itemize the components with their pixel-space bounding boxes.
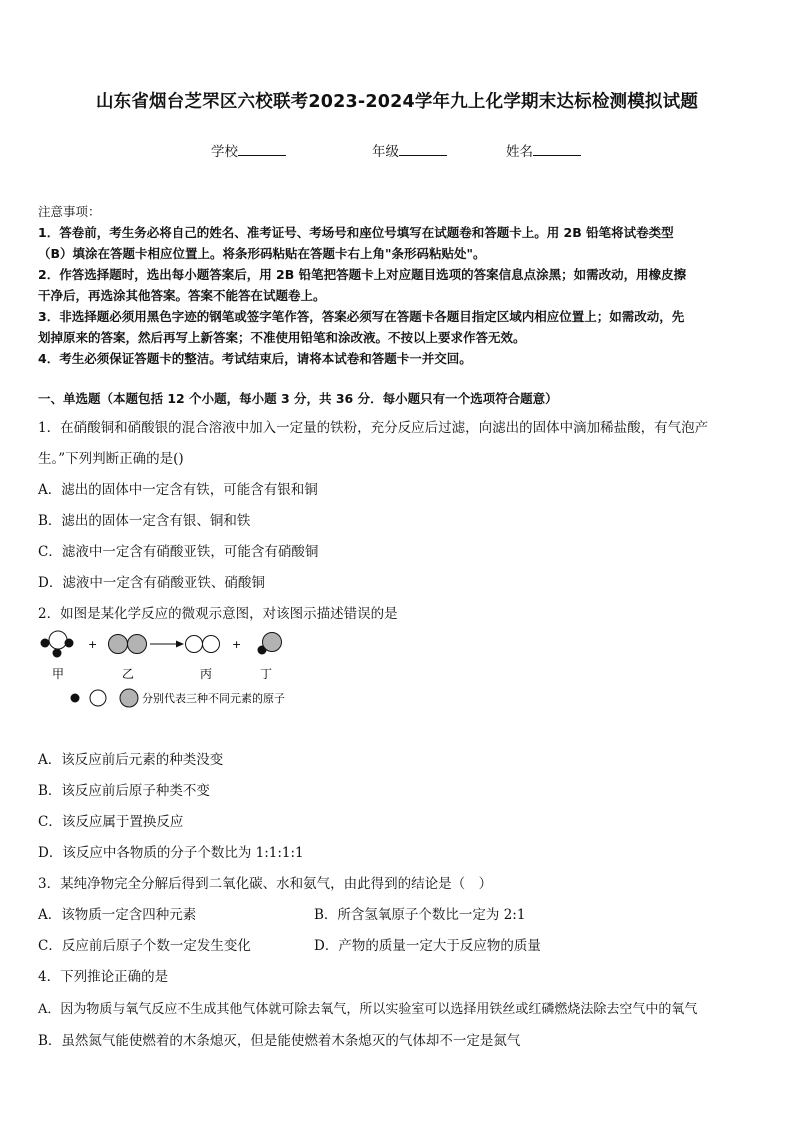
- school-label: 学校: [211, 144, 238, 160]
- black-atom: [41, 639, 50, 648]
- name-blank: [533, 143, 581, 156]
- black-atom: [71, 694, 80, 703]
- name-label: 姓名: [506, 144, 533, 160]
- school-field: [211, 140, 286, 160]
- grey-atom: [263, 633, 282, 652]
- q1-option-b: B．滤出的固体一定含有银、铜和铁: [38, 513, 251, 529]
- q3-option-a: A．该物质一定含四种元素: [38, 907, 197, 923]
- label-jia: 甲: [52, 667, 65, 681]
- q1-option-d: D．滤液中一定含有硝酸亚铁、硝酸铜: [38, 575, 265, 591]
- q2-option-a: A．该反应前后元素的种类没变: [38, 752, 224, 768]
- notice-line: 划掉原来的答案，然后再写上新答案；不准使用铅笔和涂改液。不按以上要求作答无效。: [38, 330, 526, 345]
- name-field: [506, 140, 581, 160]
- reaction-diagram: [32, 626, 372, 716]
- q1-option-a: A．滤出的固体中一定含有铁，可能含有银和铜: [38, 482, 318, 498]
- q4-option-b: B．虽然氮气能使燃着的木条熄灭，但是能使燃着木条熄灭的气体却不一定是氮气: [38, 1033, 521, 1049]
- label-bing: 丙: [200, 667, 213, 681]
- white-atom: [49, 631, 67, 649]
- reaction-arrow: [150, 641, 184, 648]
- white-atom: [203, 636, 220, 653]
- label-ding: 丁: [260, 667, 273, 681]
- section-heading: 一、单选题（本题包括 12 个小题，每小题 3 分，共 36 分．每小题只有一个选项符合题意）: [38, 391, 558, 406]
- q4-stem: 4．下列推论正确的是: [38, 969, 169, 985]
- notice-line: 4．考生必须保证答题卡的整洁。考试结束后，请将本试卷和答题卡一并交回。: [38, 351, 472, 366]
- q3-stem: 3．某纯净物完全分解后得到二氧化碳、水和氨气，由此得到的结论是（ ）: [38, 876, 493, 892]
- white-atom: [186, 636, 203, 653]
- black-atom: [53, 649, 62, 658]
- q2-stem: 2．如图是某化学反应的微观示意图，对该图示描述错误的是: [38, 606, 398, 622]
- grey-atom: [109, 635, 128, 654]
- notice-line: （B）填涂在答题卡相应位置上。将条形码粘贴在答题卡右上角"条形码粘贴处"。: [38, 246, 486, 261]
- notice-line: 干净后，再选涂其他答案。答案不能答在试题卷上。: [38, 288, 326, 303]
- grey-atom: [120, 689, 138, 707]
- molecule-jia: [41, 631, 74, 658]
- plus-sign: +: [232, 638, 242, 651]
- legend-text: 分别代表三种不同元素的原子: [142, 692, 285, 705]
- grade-blank: [399, 143, 447, 156]
- page-title: 山东省烟台芝罘区六校联考2023-2024学年九上化学期末达标检测模拟试题: [95, 92, 699, 112]
- plus-sign: +: [88, 638, 98, 651]
- grade-label: 年级: [372, 144, 399, 160]
- molecule-ding: [258, 633, 282, 655]
- grey-atom: [128, 635, 147, 654]
- grade-field: [372, 140, 447, 160]
- q4-option-a: A．因为物质与氧气反应不生成其他气体就可除去氧气，所以实验室可以选择用铁丝或红磷燃烧法除去空气中的氧气: [38, 1002, 698, 1017]
- black-atom: [65, 639, 74, 648]
- school-blank: [238, 143, 286, 156]
- notice-line: 1．答卷前，考生务必将自己的姓名、准考证号、考场号和座位号填写在试题卷和答题卡上。用 2B 铅笔将试卷类型: [38, 225, 674, 240]
- notice-heading: 注意事项：: [38, 204, 101, 219]
- q1-stem: 1．在硝酸铜和硝酸银的混合溶液中加入一定量的铁粉，充分反应后过滤，向滤出的固体中滴加稀盐酸，有气泡产: [38, 420, 709, 436]
- q2-option-d: D．该反应中各物质的分子个数比为 1:1:1:1: [38, 845, 304, 861]
- molecule-yi: [109, 635, 147, 654]
- q1-option-c: C．滤液中一定含有硝酸亚铁，可能含有硝酸铜: [38, 544, 319, 560]
- q1-stem-cont: 生。”下列判断正确的是(): [38, 451, 184, 467]
- label-yi: 乙: [122, 667, 135, 681]
- molecule-bing: [186, 636, 220, 653]
- atom-legend: [71, 689, 286, 707]
- notice-line: 2．作答选择题时，选出每小题答案后，用 2B 铅笔把答题卡上对应题目选项的答案信息点涂黑；如需改动，用橡皮擦: [38, 267, 687, 282]
- q3-option-c: C．反应前后原子个数一定发生变化: [38, 938, 251, 954]
- white-atom: [90, 690, 106, 706]
- q2-option-c: C．该反应属于置换反应: [38, 814, 184, 830]
- q3-option-d: D．产物的质量一定大于反应物的质量: [314, 938, 541, 954]
- notice-line: 3．非选择题必须用黑色字迹的钢笔或签字笔作答，答案必须写在答题卡各题目指定区域内相应位置上；如需改动，先: [38, 309, 685, 324]
- q3-option-b: B．所含氢氧原子个数比一定为 2:1: [314, 907, 526, 923]
- q2-option-b: B．该反应前后原子种类不变: [38, 783, 210, 799]
